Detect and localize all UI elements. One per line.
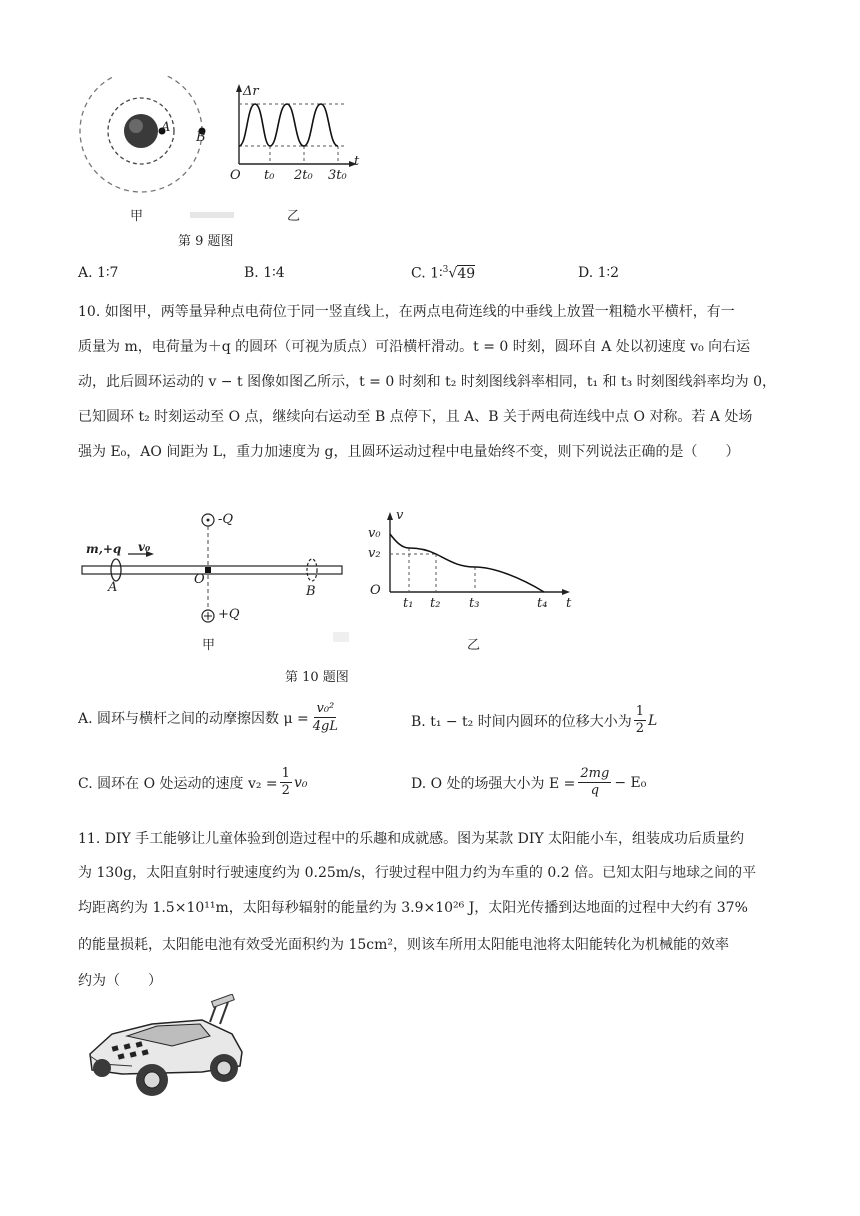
fig10-graph-v0: v₀ <box>368 526 381 541</box>
fig9-tick-1: t₀ <box>264 168 275 183</box>
fig10-caption: 第 10 题图 <box>285 670 349 685</box>
q10-option-d-numerator: 2mg <box>580 766 610 781</box>
fig9-tick-2: 2t₀ <box>294 168 313 183</box>
q10-option-d-text: D. O 处的场强大小为 E = <box>411 775 576 792</box>
fig9-orbit-diagram <box>76 76 216 211</box>
solar-car-image <box>82 994 252 1104</box>
q10-option-a[interactable] <box>78 700 338 735</box>
q10-line-3: 动，此后圆环运动的 v − t 图像如图乙所示，t = 0 时刻和 t₂ 时刻图线斜率相同，t₁ 和 t₃ 时刻图线斜率均为 0， <box>78 374 777 390</box>
fig9-tick-3: 3t₀ <box>328 168 347 183</box>
q10-option-a-denominator: 4gL <box>312 719 338 734</box>
fig10-v0-label: v₀ <box>138 540 151 554</box>
q9-option-c-root-index: 3 <box>442 265 449 275</box>
fig10-sub-right: 乙 <box>467 638 481 653</box>
q10-option-d-denominator: q <box>590 783 600 798</box>
q10-option-b-fraction <box>634 704 646 737</box>
fig10-pos-charge: +Q <box>218 607 240 622</box>
q9-option-a[interactable]: A. 1∶7 <box>78 265 119 281</box>
fig10-graph-t4: t₄ <box>537 596 548 611</box>
q11-line-1: 11. DIY 手工能够让儿童体验到创造过程中的乐趣和成就感。图为某款 DIY 太阳能小车，组装成功后质量约 <box>78 831 745 847</box>
fig9-origin: O <box>230 168 241 183</box>
fig10-graph-origin: O <box>370 583 381 598</box>
q10-option-c-fraction <box>280 766 292 799</box>
fig10-vt-graph <box>386 512 586 612</box>
q10-line-4: 已知圆环 t₂ 时刻运动至 O 点，继续向右运动至 B 点停下，且 A、B 关于两电荷连线中点 O 对称。若 A 处场 <box>78 409 753 425</box>
q10-option-d-tail: − E₀ <box>614 774 647 791</box>
q10-option-c-denominator: 2 <box>281 783 290 798</box>
q10-option-b-tail: L <box>648 712 658 729</box>
q11-line-5: 约为（ ） <box>78 973 162 989</box>
q9-option-c-prefix: C. 1∶ <box>411 265 443 282</box>
fig10-graph-x: t <box>566 596 572 611</box>
q10-line-1: 10. 如图甲，两等量异种点电荷位于同一竖直线上，在两点电荷连线的中垂线上放置一粗糙水平横杆，有一 <box>78 304 735 320</box>
q10-option-b-denominator: 2 <box>635 721 645 736</box>
fig9-sub-right: 乙 <box>287 209 301 224</box>
fig10-graph-t2: t₂ <box>430 596 441 611</box>
fig10-label-a: A <box>108 580 118 595</box>
fig9-smudge <box>190 212 234 218</box>
fig10-graph-t1: t₁ <box>403 596 414 611</box>
q10-option-c-numerator: 1 <box>281 766 290 781</box>
fig9-label-a: A <box>161 120 171 135</box>
fig10-smudge <box>333 632 349 642</box>
fig10-label-o: O <box>194 572 205 587</box>
fig10-ring-label: m,+q <box>86 542 122 556</box>
fig10-rod-diagram <box>80 510 350 625</box>
q10-line-5: 强为 E₀，AO 间距为 L，重力加速度为 g，且圆环运动过程中电量始终不变，则下列说法正确的是（ ） <box>78 444 740 460</box>
q10-option-a-numerator: v₀² <box>316 701 335 716</box>
radical-icon: √ <box>448 265 458 282</box>
fig10-graph-t3: t₃ <box>469 596 480 611</box>
q11-line-2: 为 130g，太阳直射时行驶速度约为 0.25m/s，行驶过程中阻力约为车重的 0.2 倍。已知太阳与地球之间的平 <box>78 865 757 881</box>
q10-option-a-fraction <box>313 700 338 735</box>
q10-option-d[interactable] <box>411 766 646 799</box>
q10-option-b-text: B. t₁ − t₂ 时间内圆环的位移大小为 <box>411 713 632 730</box>
q10-option-a-text: A. 圆环与横杆之间的动摩擦因数 μ = <box>78 710 309 727</box>
fig10-graph-y: v <box>396 508 404 523</box>
fig10-label-b: B <box>306 584 316 599</box>
q11-line-4: 的能量损耗，太阳能电池有效受光面积约为 15cm²，则该车所用太阳能电池将太阳能转化为机械能的效率 <box>78 937 729 953</box>
q10-option-c[interactable] <box>78 766 307 799</box>
q10-option-c-text: C. 圆环在 O 处运动的速度 v₂ = <box>78 775 278 792</box>
fig10-neg-charge: -Q <box>218 512 234 527</box>
q9-option-c[interactable] <box>411 265 475 282</box>
q9-option-b[interactable]: B. 1∶4 <box>244 265 285 281</box>
q10-option-b-numerator: 1 <box>635 704 645 719</box>
q10-line-2: 质量为 m，电荷量为＋q 的圆环（可视为质点）可沿横杆滑动。t = 0 时刻，圆环自 A 处以初速度 v₀ 向右运 <box>78 339 751 355</box>
q9-option-c-radicand: 49 <box>457 265 476 282</box>
fig9-label-b: B <box>196 130 206 145</box>
fig10-graph-v2: v₂ <box>368 546 381 561</box>
fig9-axis-x: t <box>354 154 360 169</box>
q10-option-b[interactable] <box>411 704 657 737</box>
fig9-axis-y: Δr <box>243 84 259 99</box>
q10-option-c-tail: v₀ <box>293 774 308 791</box>
q11-line-3: 均距离约为 1.5×10¹¹m，太阳每秒辐射的能量约为 3.9×10²⁶ J，太阳光传播到达地面的过程中大约有 37% <box>78 900 748 916</box>
fig9-caption: 第 9 题图 <box>178 234 234 249</box>
q9-option-d[interactable]: D. 1∶2 <box>578 265 620 281</box>
fig9-sub-left: 甲 <box>130 209 144 224</box>
q10-option-d-fraction <box>578 766 611 799</box>
fig10-sub-left: 甲 <box>202 638 216 653</box>
